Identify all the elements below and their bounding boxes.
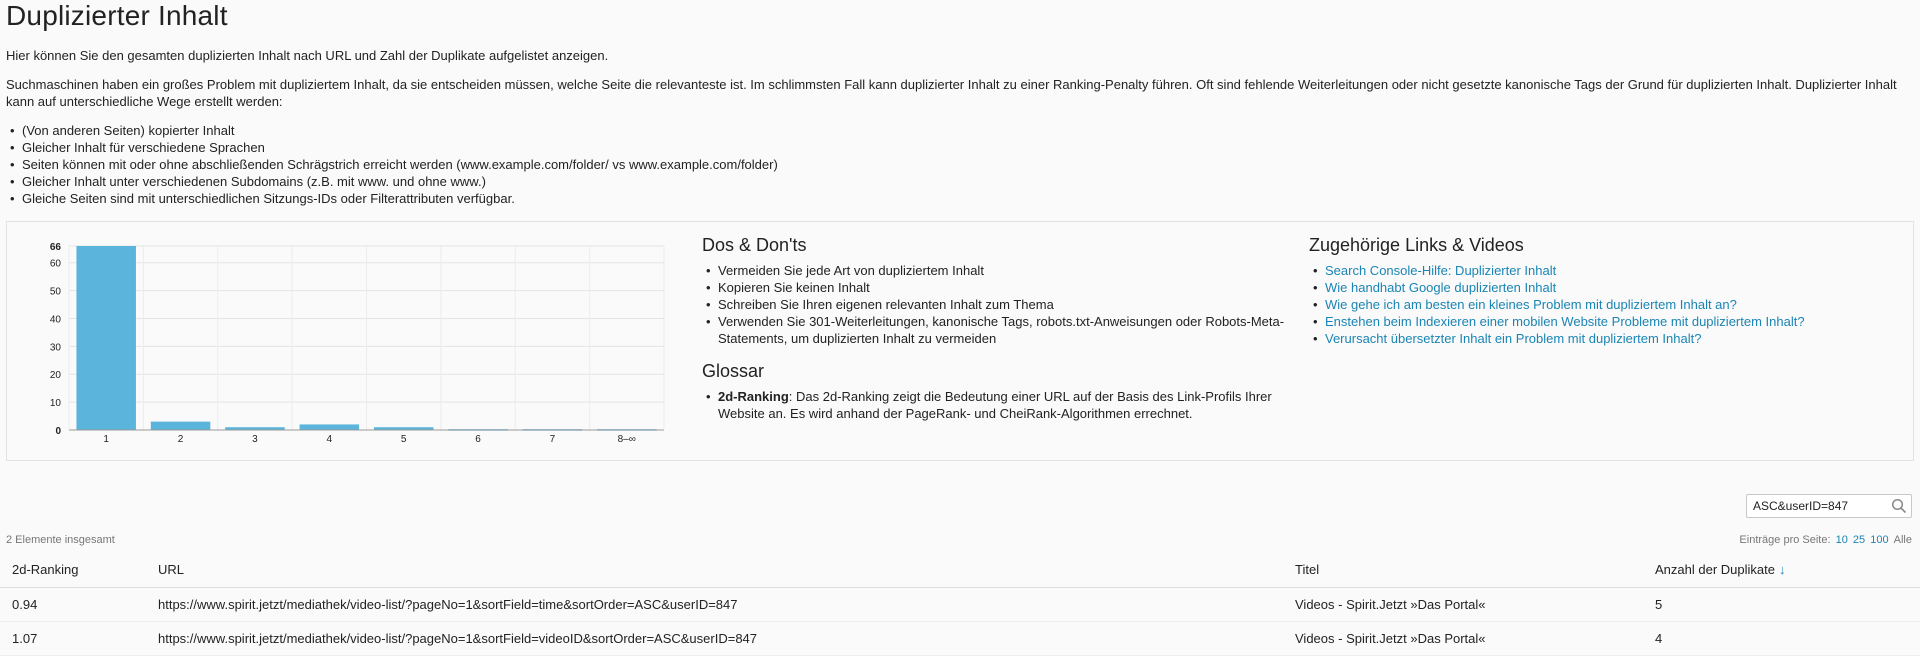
info-panel: [6, 221, 1914, 461]
x-tick-label: 4: [326, 434, 333, 445]
cause-item: • Gleicher Inhalt für verschiedene Sprachen: [6, 139, 1906, 156]
y-tick-label: 20: [49, 370, 61, 382]
related-links-section: [1309, 235, 1899, 347]
dos-donts-title: Dos & Don'ts: [702, 235, 807, 255]
intro-description: Suchmaschinen haben ein großes Problem mit dupliziertem Inhalt, da sie entscheiden müssen, welche Seite die relevanteste ist. Im schlimmsten Fall kann duplizierter Inhalt zu einer Ranking-Penalty führen. Oft sind fehlende Weiterleitungen oder nicht gesetzte kanonische Tags der Grund für duplizierten Inhalt. Duplizierter Inhalt kann auf unterschiedliche Wege erstellt werden:: [6, 77, 1897, 109]
y-tick-label: 0: [55, 426, 61, 437]
column-header-ranking[interactable]: 2d-Ranking: [0, 552, 146, 587]
intro-text: Hier können Sie den gesamten duplizierten Inhalt nach URL und Zahl der Duplikate aufgelistet anzeigen.: [6, 48, 609, 63]
search-input[interactable]: [1747, 495, 1877, 517]
cell-url: https://www.spirit.jetzt/mediathek/video-list/?pageNo=1&sortField=time&sortOrder=ASC&userID=847: [146, 587, 1283, 621]
table-row[interactable]: [0, 621, 1920, 655]
glossar-title: Glossar: [702, 361, 765, 381]
column-header-url[interactable]: URL: [146, 552, 1283, 587]
per-page-10[interactable]: 10: [1835, 534, 1848, 546]
cause-item: • (Von anderen Seiten) kopierter Inhalt: [6, 122, 1906, 139]
y-tick-label: 10: [49, 398, 61, 410]
per-page-100[interactable]: 100: [1870, 534, 1889, 546]
table-header-row: [0, 552, 1920, 587]
x-tick-label: 6: [475, 434, 481, 445]
table-row[interactable]: [0, 587, 1920, 621]
bar-2: [151, 422, 211, 430]
cause-item: • Gleiche Seiten sind mit unterschiedlichen Sitzungs-IDs oder Filterattributen verfügbar.: [6, 190, 1906, 207]
related-link-item: [1309, 330, 1899, 347]
link-google-duplicate[interactable]: Wie handhabt Google duplizierten Inhalt: [1325, 280, 1557, 295]
glossar-term: 2d-Ranking: [718, 389, 789, 404]
x-tick-label: 8–∞: [617, 434, 636, 445]
glossar-list: [702, 388, 1292, 422]
intro-section: [6, 47, 1906, 207]
x-tick-label: 5: [400, 434, 407, 445]
page-title: Duplizierter Inhalt: [6, 0, 228, 31]
column-header-duplicates[interactable]: [1643, 552, 1920, 587]
y-tick-label: 40: [49, 314, 61, 326]
dos-donts-section: [702, 235, 1292, 422]
y-tick-label: 60: [49, 258, 61, 270]
x-tick-label: 2: [177, 434, 184, 445]
cell-title: Videos - Spirit.Jetzt »Das Portal«: [1283, 587, 1643, 621]
glossar-definition: : Das 2d-Ranking zeigt die Bedeutung einer URL auf der Basis des Link-Profils Ihrer Website an. Es wird anhand der PageRank- und CheiRank-Algorithmen errechnet.: [718, 389, 1272, 421]
search-icon[interactable]: [1891, 498, 1907, 514]
related-link-item: [1309, 279, 1899, 296]
link-mobile-indexing[interactable]: Enstehen beim Indexieren einer mobilen Website Probleme mit dupliziertem Inhalt?: [1325, 314, 1805, 329]
link-small-problem[interactable]: Wie gehe ich am besten ein kleines Problem mit dupliziertem Inhalt an?: [1325, 297, 1737, 312]
y-tick-label: 66: [49, 242, 61, 253]
total-count: 2 Elemente insgesamt: [6, 534, 115, 546]
per-page-selector: [1739, 534, 1912, 546]
dos-item: • Schreiben Sie Ihren eigenen relevanten Inhalt zum Thema: [702, 296, 1292, 313]
cell-url: https://www.spirit.jetzt/mediathek/video-list/?pageNo=1&sortField=videoID&sortOrder=ASC&userID=847: [146, 621, 1283, 655]
per-page-label: Einträge pro Seite:: [1739, 534, 1831, 546]
x-tick-label: 3: [252, 434, 258, 445]
cell-title: Videos - Spirit.Jetzt »Das Portal«: [1283, 621, 1643, 655]
glossar-item: [702, 388, 1292, 422]
related-link-item: [1309, 296, 1899, 313]
column-header-title[interactable]: Titel: [1283, 552, 1643, 587]
causes-list: [6, 122, 1906, 207]
dos-item: • Kopieren Sie keinen Inhalt: [702, 279, 1292, 296]
x-tick-label: 7: [549, 434, 556, 445]
bar-1: [76, 246, 136, 430]
duplicates-table: [0, 552, 1920, 656]
x-tick-label: 1: [103, 434, 109, 445]
related-links-title: Zugehörige Links & Videos: [1309, 235, 1524, 255]
sort-desc-icon[interactable]: ↓: [1778, 561, 1786, 577]
y-tick-label: 50: [49, 286, 61, 298]
duplicates-bar-chart: [19, 232, 669, 447]
dos-item: • Verwenden Sie 301-Weiterleitungen, kanonische Tags, robots.txt-Anweisungen oder Robots-Meta-Statements, um duplizierten Inhalt zu vermeiden: [702, 313, 1292, 347]
related-link-item: [1309, 313, 1899, 330]
related-link-item: [1309, 262, 1899, 279]
cell-duplicates: 5: [1643, 587, 1920, 621]
link-translated-content[interactable]: Verursacht übersetzter Inhalt ein Problem mit dupliziertem Inhalt?: [1325, 331, 1702, 346]
column-header-duplicates-label: Anzahl der Duplikate: [1655, 561, 1775, 577]
link-search-console-help[interactable]: Search Console-Hilfe: Duplizierter Inhalt: [1325, 263, 1557, 278]
cell-ranking: 1.07: [0, 621, 146, 655]
y-tick-label: 30: [49, 342, 61, 354]
bar-4: [300, 424, 360, 430]
related-links-list: [1309, 262, 1899, 347]
cause-item: • Gleicher Inhalt unter verschiedenen Subdomains (z.B. mit www. und ohne www.): [6, 173, 1906, 190]
per-page-25[interactable]: 25: [1852, 534, 1866, 546]
dos-donts-list: [702, 262, 1292, 347]
search-box: [1746, 494, 1912, 518]
cell-ranking: 0.94: [0, 587, 146, 621]
cell-duplicates: 4: [1643, 621, 1920, 655]
cause-item: • Seiten können mit oder ohne abschließenden Schrägstrich erreicht werden (www.example.com/folder/ vs www.example.com/folder): [6, 156, 1906, 173]
dos-item: • Vermeiden Sie jede Art von dupliziertem Inhalt: [702, 262, 1292, 279]
per-page-all[interactable]: Alle: [1893, 534, 1912, 546]
